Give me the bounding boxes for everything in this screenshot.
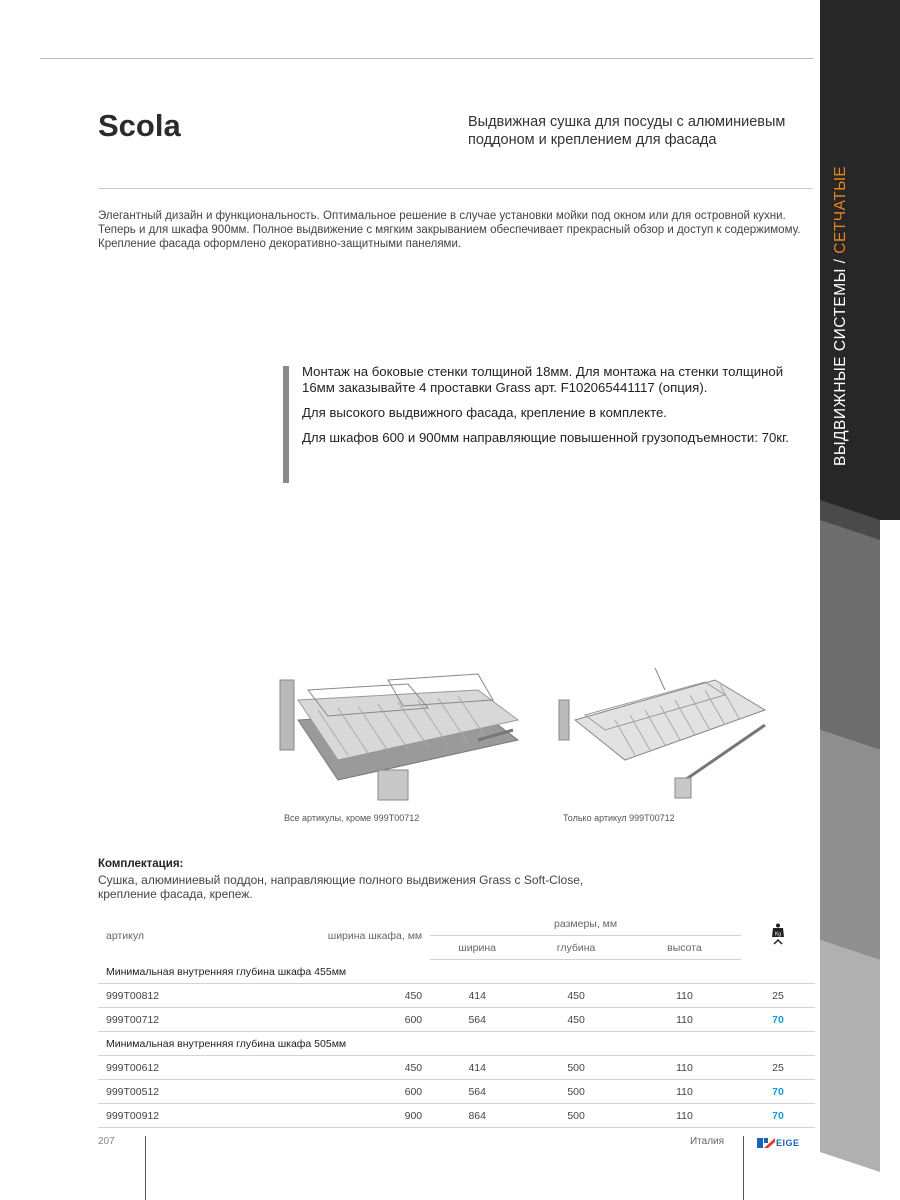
kit-title: Комплектация: (98, 858, 184, 870)
feature-item: Для шкафов 600 и 900мм направляющие повышенной грузоподъемности: 70кг. (302, 430, 789, 445)
side-tabs-gray (820, 500, 900, 1200)
page-number: 207 (98, 1136, 115, 1147)
footer-divider-right (743, 1136, 744, 1200)
page-subtitle: Выдвижная сушка для посуды с алюминиевым поддоном и креплением для фасада (468, 114, 786, 148)
top-rule (40, 58, 813, 59)
table-row: 999T00912 900 864 500 110 70 (98, 1104, 815, 1128)
feature-item: Монтаж на боковые стенки толщиной 18мм. Для монтажа на стенки толщиной 16мм заказывайте 4 проставки Grass арт. F102065441117 (опция). (302, 364, 784, 395)
kit-text: Сушка, алюминиевый поддон, направляющие полного выдвижения Grass с Soft-Close, крепление фасада, крепеж. (98, 873, 584, 901)
weight-kg-icon (771, 923, 785, 945)
col-cabinet-width: ширина шкафа, мм (327, 929, 423, 942)
side-tab-2 (820, 520, 880, 750)
brand-logo-icon (757, 1136, 777, 1150)
table-header-row (98, 912, 815, 936)
col-h: высота (628, 936, 741, 960)
table-row: 999T00512 600 564 500 110 70 (98, 1080, 815, 1104)
feature-item: Для высокого выдвижного фасада, крепление в комплекте. (302, 405, 667, 420)
product-image-999T00712 (555, 660, 775, 810)
svg-text:Kg: Kg (774, 931, 782, 938)
brand-logo-text: EIGE (776, 1138, 800, 1148)
col-article: артикул (106, 929, 144, 942)
col-dimensions: размеры, мм (430, 912, 741, 936)
table-row: 999T00612 450 414 500 110 25 (98, 1056, 815, 1080)
intro-text: Элегантный дизайн и функциональность. Оптимальное решение в случае установки мойки под окном или для островной кухни. Теперь и для шкафа 900мм. Полное выдвижение с мягким закрыванием обеспечивает прекрасный обзор и доступ к содержимому. Крепление фасада оформлено декоративно-защитными панелями. (98, 210, 801, 250)
col-load (741, 912, 815, 960)
table-row: 999T00712 600 564 450 110 70 (98, 1008, 815, 1032)
footer-country: Италия (690, 1136, 725, 1147)
features-list (302, 364, 802, 455)
col-w: ширина (430, 936, 524, 960)
table-row: 999T00812 450 414 450 110 25 (98, 984, 815, 1008)
spec-table (98, 912, 815, 1128)
col-d: глубина (524, 936, 628, 960)
page-title: Scola (98, 108, 181, 143)
section-divider (98, 188, 813, 189)
side-tab-4 (820, 940, 880, 1172)
footer-divider-left (145, 1136, 146, 1200)
table-section-row: Минимальная внутренняя глубина шкафа 505мм (98, 1032, 815, 1056)
image-caption-right: Только артикул 999T00712 (563, 813, 675, 823)
side-tab-label: ВЫДВИЖНЫЕ СИСТЕМЫ / СЕТЧАТЫЕ (832, 165, 849, 466)
product-image-standard (278, 660, 528, 810)
table-section-row: Минимальная внутренняя глубина шкафа 455мм (98, 960, 815, 984)
features-accent-bar (283, 366, 289, 483)
side-tab-3 (820, 730, 880, 960)
image-caption-left: Все артикулы, кроме 999T00712 (284, 813, 420, 823)
